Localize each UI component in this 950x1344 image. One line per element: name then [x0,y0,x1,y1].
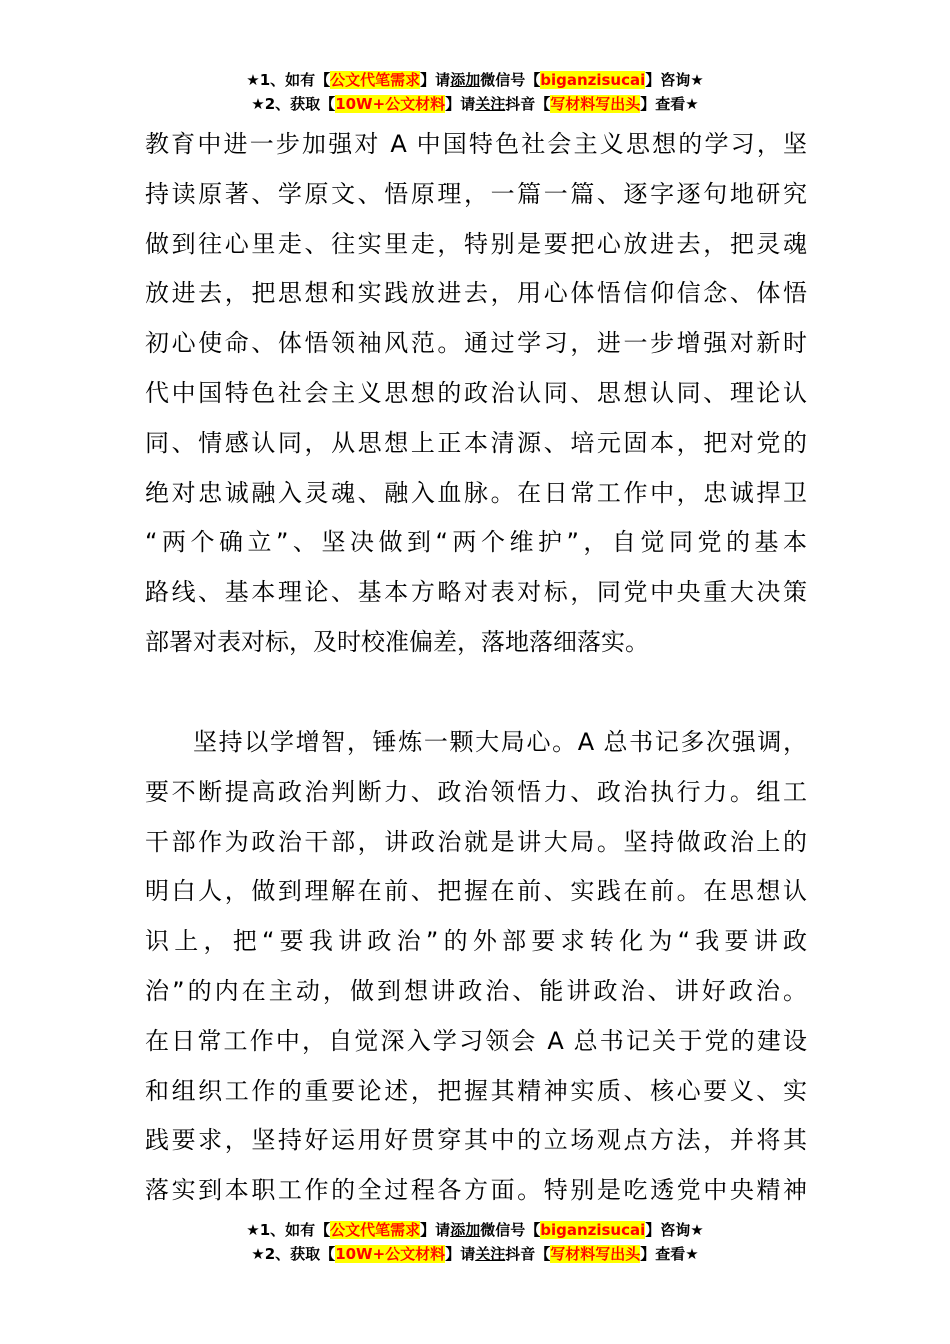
text-line: 做到往心里走、往实里走，特别是要把心放进去，把灵魂 [145,229,807,258]
banner-line-2 [0,92,950,116]
banner-text: 微信号【 [480,1221,541,1239]
banner-highlight: 公文代笔需求 [330,1221,421,1239]
banner-highlight: biganzisucai [540,71,646,89]
banner-text: ★1、如有【 [246,1221,331,1239]
text-line: 初心使命、体悟领袖风范。通过学习，进一步增强对新时 [145,329,807,358]
text-line: 落实到本职工作的全过程各方面。特别是吃透党中央精神 [145,1176,807,1205]
text-line: 同、情感认同，从思想上正本清源、培元固本，把对党的 [145,428,807,457]
text-line: 明白人，做到理解在前、把握在前、实践在前。在思想认 [145,877,807,906]
banner-text: 抖音【 [505,95,551,113]
banner-line-2 [0,1242,950,1266]
text-line: “两个确立”、坚决做到“两个维护”，自觉同党的基本 [145,528,807,557]
banner-text: ★2、获取【 [251,95,336,113]
banner-highlight: 10W+公文材料 [335,1245,446,1263]
paragraph-1 [145,120,807,668]
text-line: 绝对忠诚融入灵魂、融入血脉。在日常工作中，忠诚捍卫 [145,478,807,507]
text-line: 部署对表对标，及时校准偏差，落地落细落实。 [145,627,649,656]
banner-text: ★2、获取【 [251,1245,336,1263]
text-line: 路线、基本理论、基本方略对表对标，同党中央重大决策 [145,578,807,607]
text-line: 识上，把“要我讲政治”的外部要求转化为“我要讲政 [145,927,807,956]
text-line: 在日常工作中，自觉深入学习领会 A 总书记关于党的建设 [145,1026,807,1055]
banner-text: 】查看★ [640,1245,699,1263]
banner-highlight: biganzisucai [540,1221,646,1239]
text-line: 要不断提高政治判断力、政治领悟力、政治执行力。组工 [145,777,807,806]
banner-underlined-text: 关注 [475,1245,506,1263]
banner-underlined-text: 添加 [450,71,481,89]
banner-text: 】请 [420,1221,451,1239]
banner-highlight: 10W+公文材料 [335,95,446,113]
banner-text: ★1、如有【 [246,71,331,89]
text-line: 践要求，坚持好运用好贯穿其中的立场观点方法，并将其 [145,1126,807,1155]
text-line: 放进去，把思想和实践放进去，用心体悟信仰信念、体悟 [145,279,807,308]
banner-text: 】咨询★ [645,1221,704,1239]
banner-highlight: 公文代笔需求 [330,71,421,89]
text-line: 坚持以学增智，锤炼一颗大局心。A 总书记多次强调， [193,728,807,756]
text-line: 和组织工作的重要论述，把握其精神实质、核心要义、实 [145,1076,807,1105]
banner-text: 】查看★ [640,95,699,113]
banner-text: 】请 [445,95,476,113]
text-line: 持读原著、学原文、悟原理，一篇一篇、逐字逐句地研究 [145,179,807,208]
banner-underlined-text: 添加 [450,1221,481,1239]
footer-banner [0,1218,950,1266]
banner-line-1 [0,68,950,92]
banner-underlined-text: 关注 [475,95,506,113]
text-line: 干部作为政治干部，讲政治就是讲大局。坚持做政治上的 [145,827,807,856]
header-banner [0,68,950,116]
banner-highlight: 写材料写出头 [550,1245,641,1263]
text-line: 代中国特色社会主义思想的政治认同、思想认同、理论认 [145,378,807,407]
banner-line-1 [0,1218,950,1242]
banner-highlight: 写材料写出头 [550,95,641,113]
paragraph-2 [145,718,807,1216]
banner-text: 】请 [420,71,451,89]
text-line: 教育中进一步加强对 A 中国特色社会主义思想的学习，坚 [145,130,807,158]
banner-text: 微信号【 [480,71,541,89]
text-line: 治”的内在主动，做到想讲政治、能讲政治、讲好政治。 [145,976,807,1005]
banner-text: 】请 [445,1245,476,1263]
banner-text: 】咨询★ [645,71,704,89]
banner-text: 抖音【 [505,1245,551,1263]
